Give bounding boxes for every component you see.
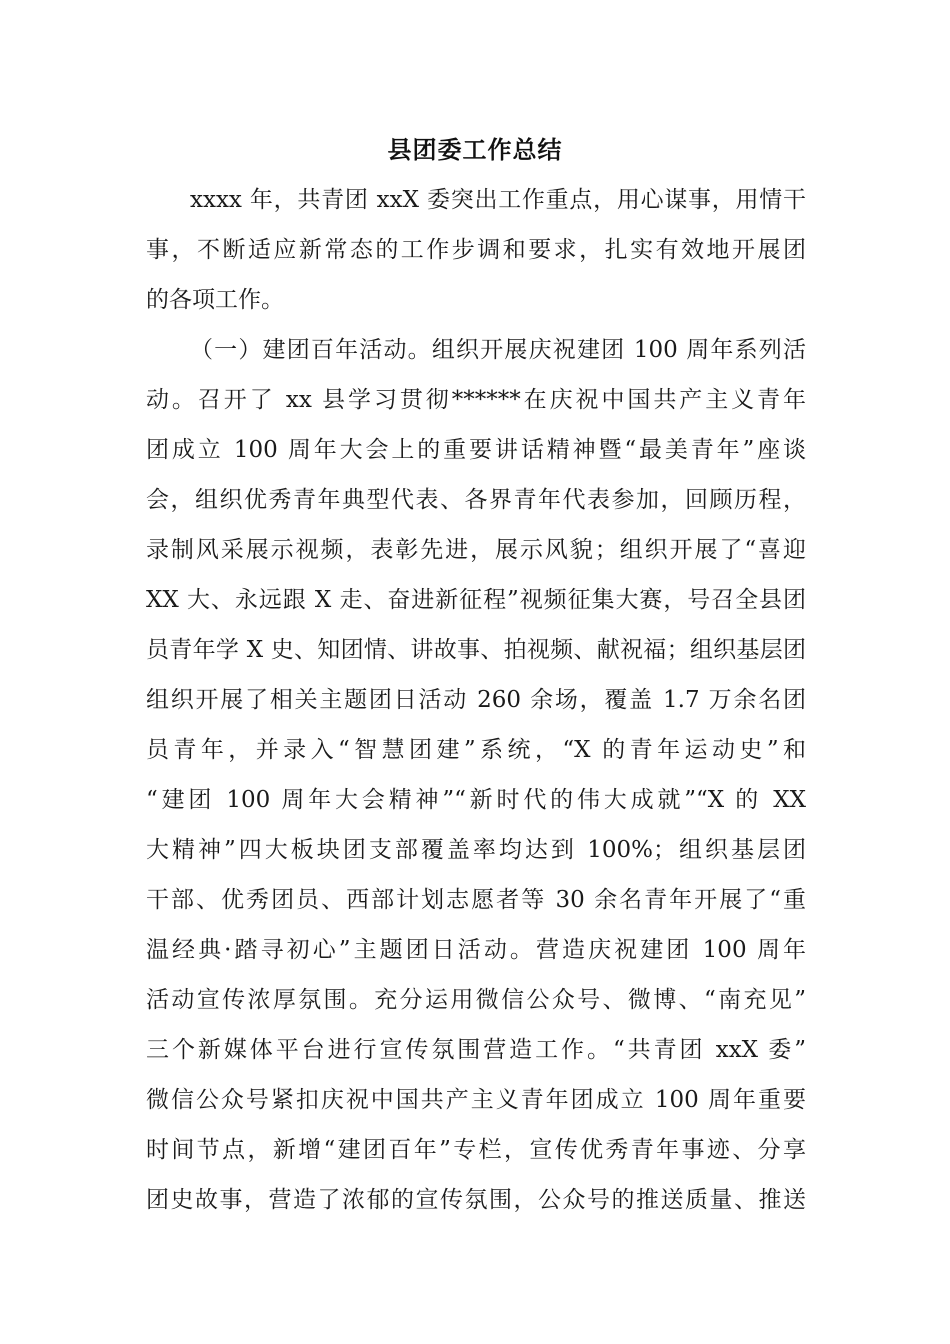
paragraph-line: 事，不断适应新常态的工作步调和要求，扎实有效地开展团	[146, 237, 806, 263]
paragraph-line: 录制风采展示视频，表彰先进，展示风貌；组织开展了“喜迎	[146, 537, 806, 563]
paragraph-line: XX 大、永远跟 X 走、奋进新征程”视频征集大赛，号召全县团	[146, 587, 806, 613]
paragraph-line: 动。召开了 xx 县学习贯彻******在庆祝中国共产主义青年	[146, 387, 806, 413]
paragraph-line: 三个新媒体平台进行宣传氛围营造工作。“共青团 xxX 委”	[146, 1037, 806, 1063]
paragraph-line: 的各项工作。	[146, 287, 284, 313]
paragraph-line: 团史故事，营造了浓郁的宣传氛围，公众号的推送质量、推送	[146, 1187, 806, 1213]
paragraph-line: 组织开展了相关主题团日活动 260 余场，覆盖 1.7 万余名团	[146, 687, 806, 713]
paragraph-line: xxxx 年，共青团 xxX 委突出工作重点，用心谋事，用情干	[190, 187, 806, 213]
paragraph-line: 干部、优秀团员、西部计划志愿者等 30 余名青年开展了“重	[146, 887, 806, 913]
paragraph-line: （一）建团百年活动。组织开展庆祝建团 100 周年系列活	[190, 337, 806, 363]
paragraph-line: 员青年，并录入“智慧团建”系统，“X 的青年运动史”和	[146, 737, 806, 763]
paragraph-line: 时间节点，新增“建团百年”专栏，宣传优秀青年事迹、分享	[146, 1137, 806, 1163]
paragraph-line: 活动宣传浓厚氛围。充分运用微信公众号、微博、“南充见”	[146, 987, 806, 1013]
paragraph-line: 温经典·踏寻初心”主题团日活动。营造庆祝建团 100 周年	[146, 937, 806, 963]
paragraph-line: 会，组织优秀青年典型代表、各界青年代表参加，回顾历程，	[146, 487, 806, 513]
paragraph-line: “建团 100 周年大会精神”“新时代的伟大成就”“X 的 XX	[146, 787, 806, 813]
document-title: 县团委工作总结	[387, 135, 563, 164]
paragraph-line: 大精神”四大板块团支部覆盖率均达到 100%；组织基层团	[146, 837, 806, 863]
paragraph-line: 团成立 100 周年大会上的重要讲话精神暨“最美青年”座谈	[146, 437, 806, 463]
paragraph-line: 微信公众号紧扣庆祝中国共产主义青年团成立 100 周年重要	[146, 1087, 806, 1113]
paragraph-line: 员青年学 X 史、知团情、讲故事、拍视频、献祝福；组织基层团	[146, 637, 806, 663]
